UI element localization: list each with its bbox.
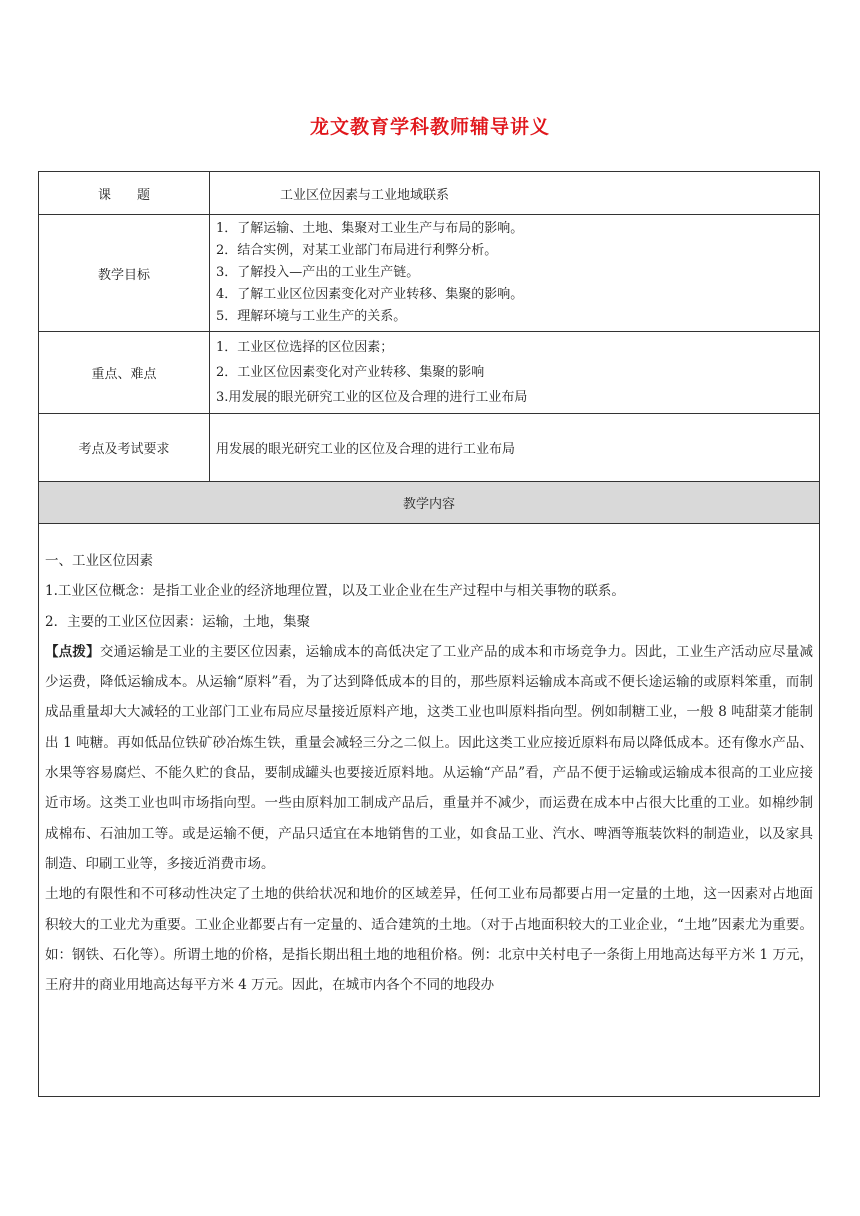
content-body (39, 524, 820, 1097)
content-row (39, 524, 820, 1097)
lesson-table (38, 171, 820, 1097)
key-points-row (39, 332, 820, 414)
topic-row (39, 172, 820, 215)
key-points-label: 重点、难点 (39, 332, 210, 414)
content-header-row (39, 482, 820, 524)
page-title: 龙文教育学科教师辅导讲义 (309, 116, 550, 138)
key-point-item: 1．工业区位选择的区位因素； (216, 340, 394, 355)
exam-label: 考点及考试要求 (39, 414, 210, 482)
key-point-item: 2．工业区位因素变化对产业转移、集聚的影响 (216, 365, 485, 380)
section-heading: 一、工业区位因素 (45, 553, 153, 569)
goals-row (39, 215, 820, 332)
goals-list (210, 215, 820, 332)
tip-text: 交通运输是工业的主要区位因素，运输成本的高低决定了工业产品的成本和市场竞争力。因此，工业生产活动应尽量减少运费，降低运输成本。从运输“原料”看，为了达到降低成本的目的，那些原料运输成本高或不便长途运输的或原料笨重，而制成品重量却大大减轻的工业部门工业布局应尽量接近原料产地，这类工业也叫原料指向型。例如制糖工业，一般 8 吨甜菜才能制出 1 吨糖。再如低品位铁矿砂冶炼生铁，重量会减轻三分之二似上。因此这类工业应接近原料布局以降低成本。还有像水产品、水果等容易腐烂、不能久贮的食品，要制成罐头也要接近原料地。从运输“产品”看，产品不便于运输或运输成本很高的工业应接近市场。这类工业也叫市场指向型。一些由原料加工制成产品后，重量并不减少，而运费在成本中占很大比重的工业。如棉纱制成棉布、石油加工等。或是运输不便，产品只适宜在本地销售的工业，如食品工业、汽水、啤酒等瓶装饮料的制造业，以及家具制造、印刷工业等，多接近消费市场。 (45, 643, 814, 872)
goal-item: 5．理解环境与工业生产的关系。 (216, 309, 407, 324)
goal-item: 3．了解投入—产出的工业生产链。 (216, 265, 420, 280)
tip-label: 【点拨】 (45, 643, 100, 660)
exam-row (39, 414, 820, 482)
topic-value: 工业区位因素与工业地域联系 (210, 172, 820, 215)
goals-label: 教学目标 (39, 215, 210, 332)
paragraph: 1.工业区位概念：是指工业企业的经济地理位置，以及工业企业在生产过程中与相关事物的联系。 (45, 583, 625, 600)
goal-item: 4．了解工业区位因素变化对产业转移、集聚的影响。 (216, 287, 524, 302)
exam-value: 用发展的眼光研究工业的区位及合理的进行工业布局 (210, 414, 820, 482)
goal-item: 1．了解运输、土地、集聚对工业生产与布局的影响。 (216, 221, 524, 236)
tip-paragraph (45, 637, 813, 879)
paragraph: 土地的有限性和不可移动性决定了土地的供给状况和地价的区域差异，任何工业布局都要占用一定量的土地，这一因素对占地面积较大的工业尤为重要。工业企业都要占有一定量的、适合建筑的土地。（对于占地面积较大的工业企业，“土地”因素尤为重要。如：钢铁、石化等）。所谓土地的价格，是指长期出租土地的地租价格。例：北京中关村电子一条街上用地高达每平方米 1 万元，王府井的商业用地高达每平方米 4 万元。因此，在城市内各个不同的地段办 (45, 886, 813, 994)
key-points-list (210, 332, 820, 414)
paragraph: 2．主要的工业区位因素：运输，土地，集聚 (45, 613, 311, 630)
key-point-item: 3.用发展的眼光研究工业的区位及合理的进行工业布局 (216, 390, 528, 405)
content-header: 教学内容 (39, 482, 820, 524)
topic-label: 课 题 (39, 172, 210, 215)
goal-item: 2．结合实例，对某工业部门布局进行利弊分析。 (216, 243, 498, 258)
